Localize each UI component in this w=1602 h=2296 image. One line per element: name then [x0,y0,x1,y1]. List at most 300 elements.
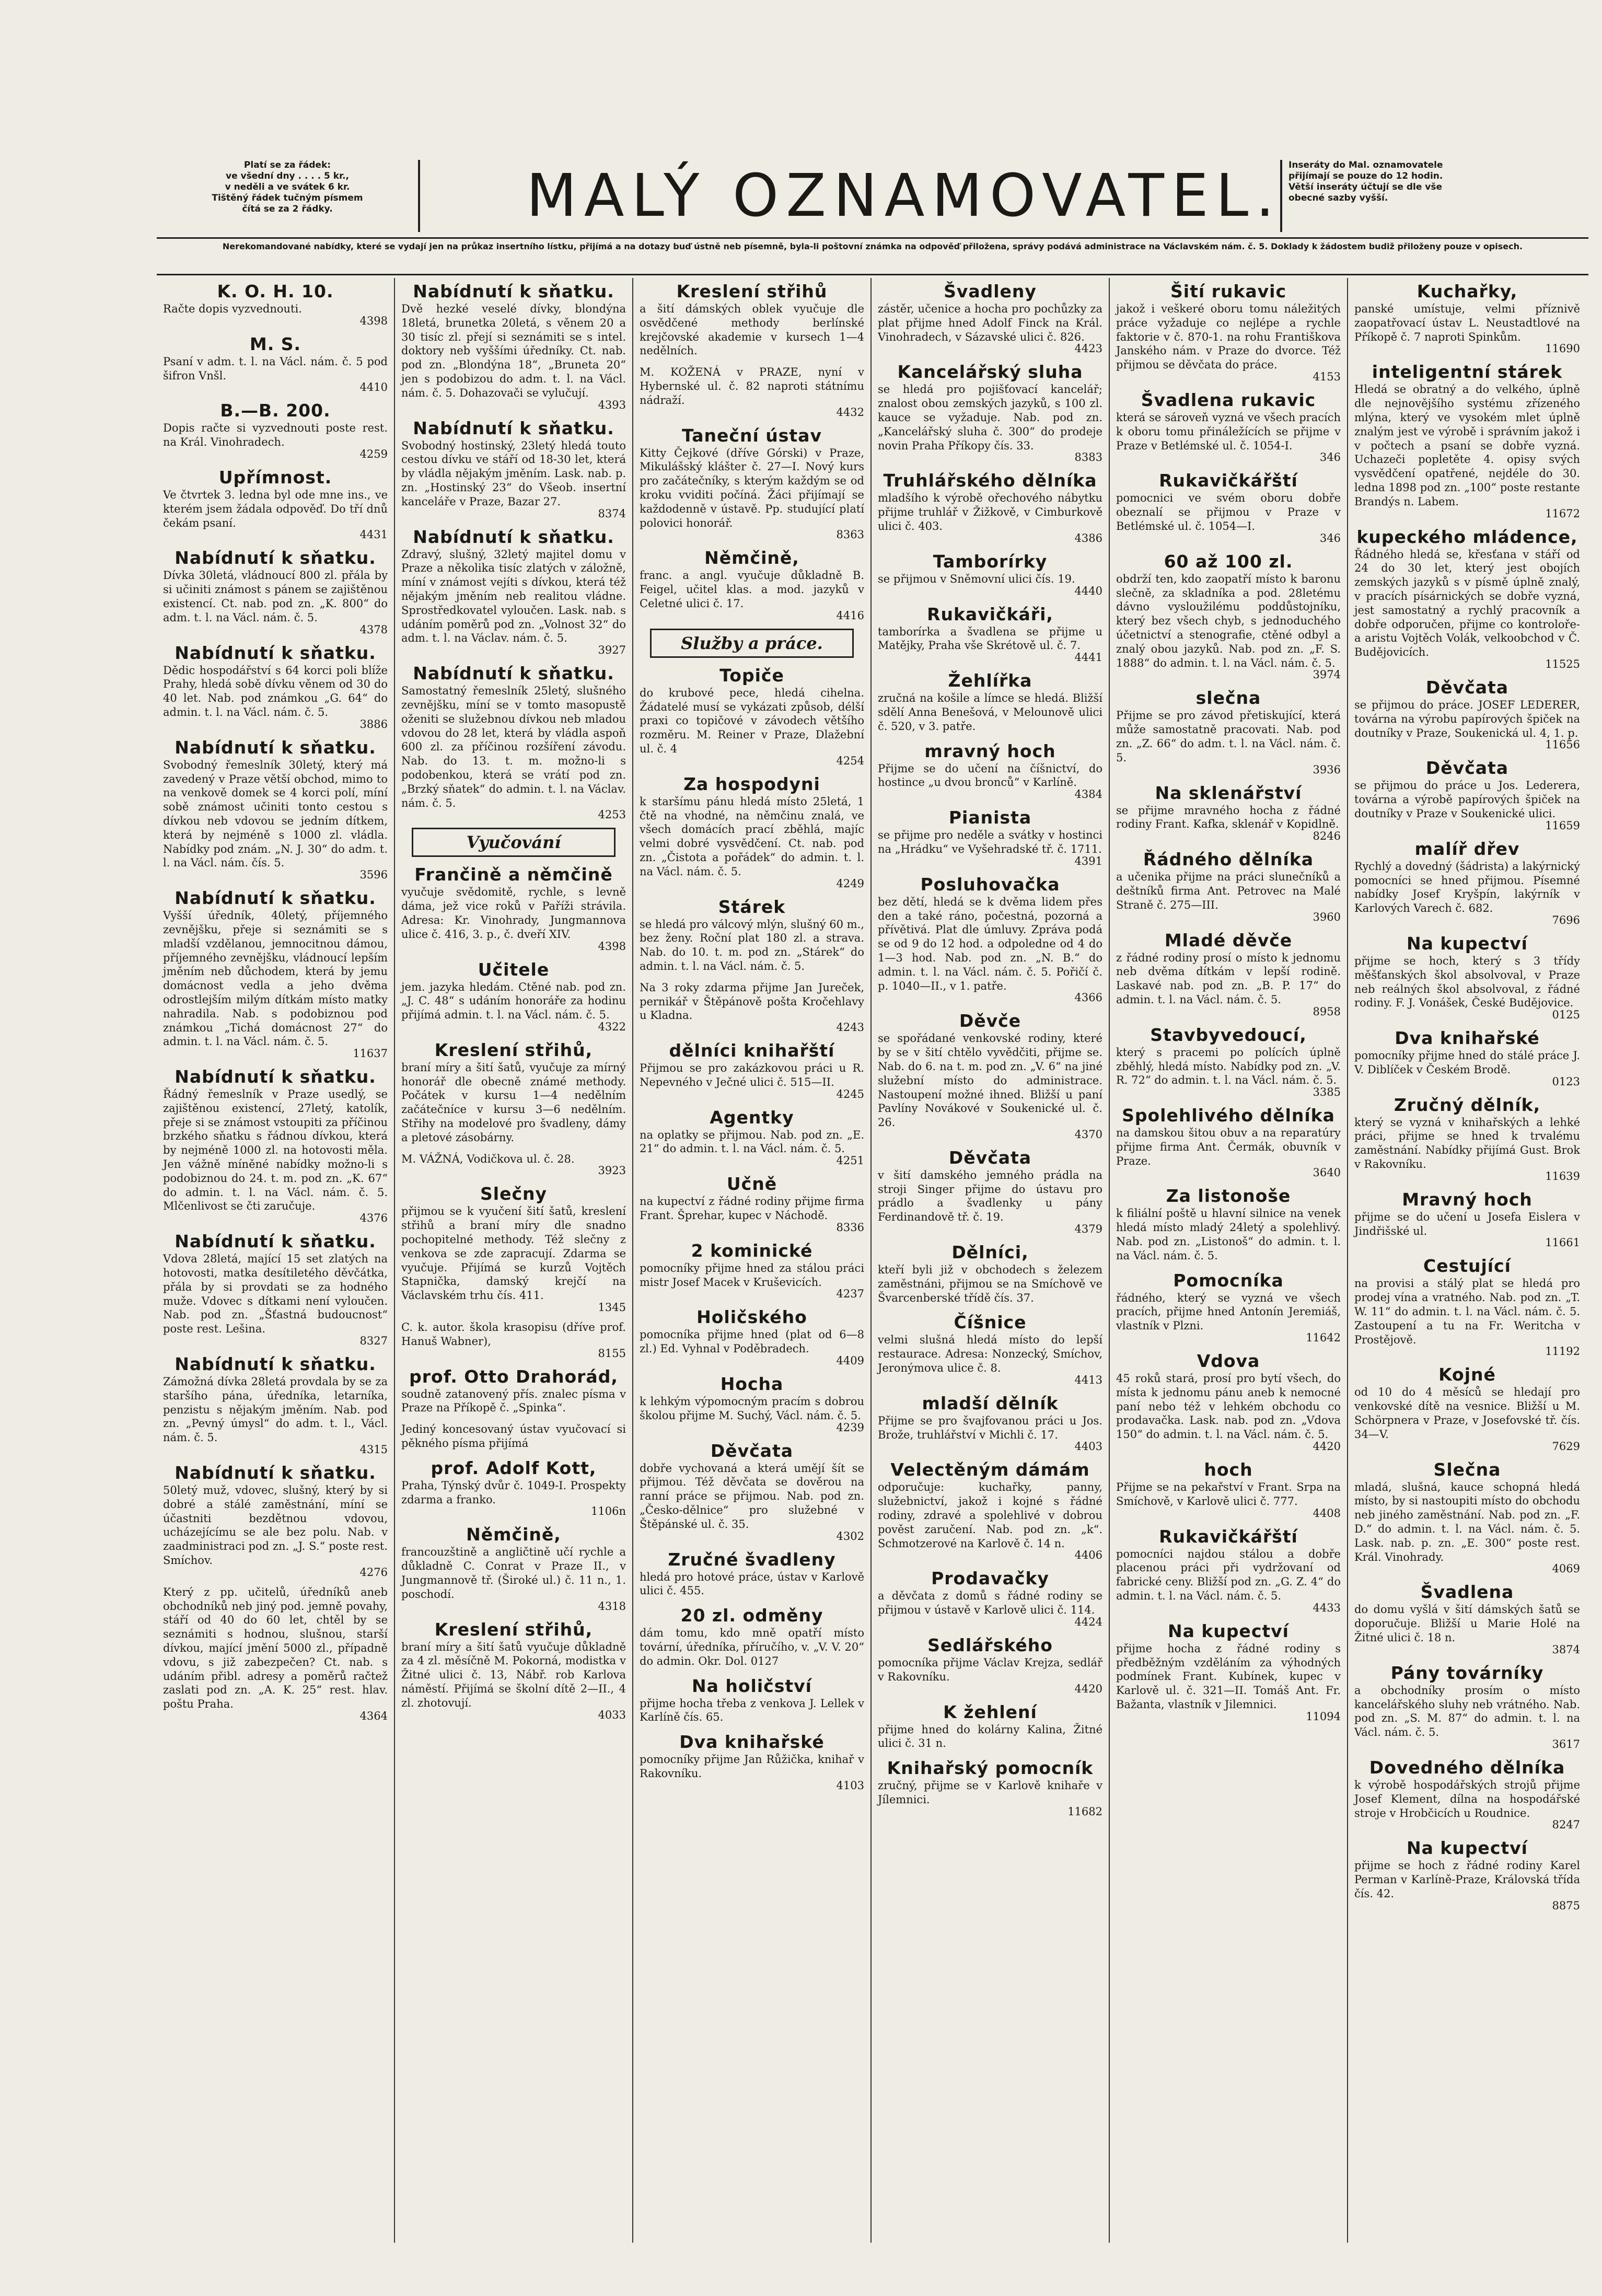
ad-text: na provisi a stálý plat se hledá pro prodej vína a vratného. Nab. pod zn. „T. W. 11“ do admin. t. l. na Václ. nám. č. 5. Zastoupení a tu na Fr. Weritcha v Prostějově. [1354,1277,1580,1346]
classified-ad [401,1458,626,1517]
ad-text: Rychlý a dovedný (šádrista) a lakýrnický pomocníci se hned přijmou. Písemné nabídky Josef Kryšpín, lakýrník v Karlových Varech č. 682. [1354,860,1580,915]
classified-ad [1116,688,1341,775]
ad-number: 4366 [1074,991,1102,1004]
ad-text: se přijmou v Sněmovní ulici čís. 19. [878,572,1075,585]
ad-text: velmi slušná hledá místo do lepší restaurace. Adresa: Nonzecký, Smíchov, Jeronýmova ulice č. 8. [878,1333,1102,1375]
ad-number: 3385 [1313,1086,1341,1099]
ad-number: 4243 [836,1021,864,1034]
ad-text: zástěr, učenice a hocha pro pochůzky za plat přijme hned Adolf Finck na Král. Vinohradech, v Sázavské ulici č. 826. [878,303,1102,343]
ad-heading: Agentky [710,1107,794,1128]
classified-ad [1354,1757,1580,1830]
ad-number: 4440 [1074,584,1102,597]
ad-heading: Nabídnutí k sňatku. [175,642,376,663]
ad-heading: kupeckého mládence, [1356,526,1578,547]
ad-number: 4276 [359,1566,388,1579]
ad-number: 4420 [1313,1440,1341,1453]
ad-heading: Velectěným dámám [890,1459,1090,1480]
ad-text: panské umístuje, velmi příznivě zaopatřovací ústav L. Neustadtlové na Příkopě č. 7 naproti Spinkům. [1354,303,1580,343]
ad-text: k filiální poště u hlavní silnice na venek hledá místo mladý 24letý a spolehlivý. Nab. pod zn. „Listonoš“ do admin. t. l. na Václ. nám. č. 5. [1116,1207,1341,1262]
ad-text: na kupectví z řádné rodiny přijme firma Frant. Šprehar, kupec v Náchodě. [640,1195,864,1222]
classified-ad [1354,677,1580,750]
ad-text: pomocníka přijme Václav Krejza, sedlář v Rakovníku. [878,1656,1102,1683]
classified-ad [640,548,864,621]
ad-number: 8246 [1313,830,1341,843]
ad-text: bez dětí, hledá se k dvěma lidem přes den a také ráno, počestná, pozorná a přívětivá. Plat dle úmluvy. Zpráva podá se od 9 do 12 hod. a odpoledne od 4 do 1—3 hod. Nab. pod zn. „N. B.“ do admin. t. l. na Václ. nám. č. 5. Pořičí č. p. 1040—II., v 1. patře. [878,895,1102,992]
rate-line: v neděli a ve svátek 6 kr. [225,182,350,192]
classified-ad [1354,1256,1580,1357]
deadline-line: Inseráty do Mal. oznamovatele [1288,160,1443,170]
deadline-box [1280,160,1588,232]
ad-heading: Dva knihařské [1395,1028,1540,1049]
ad-heading: Za hospodyni [683,773,820,794]
classified-ad [878,741,1102,801]
ad-heading: Nabídnutí k sňatku. [413,526,614,547]
ad-text: pomocnici ve svém oboru dobře obeznalí se přijmou v Praze v Betlémské ul. č. 1054—I. [1116,492,1341,532]
classified-ad [640,1307,864,1366]
ad-text: Zámožná dívka 28letá provdala by se za staršího pána, úředníka, letarníka, penzistu s nějakým jměním. Nab. pod zn. „Pevný úmysl“ do adm. t. l., Václ. nám. č. 5. [163,1375,388,1444]
ad-text: Přijme se na pekařství v Frant. Srpa na Smíchově, v Karlově ulici č. 777. [1116,1481,1341,1508]
ad-heading: Žehlířka [948,670,1032,691]
ad-text: k lehkým výpomocným pracím s dobrou školou přijme M. Suchý, Václ. nám. č. 5. [640,1395,864,1422]
ad-number: 4398 [359,314,388,327]
classified-ad [878,807,1102,867]
classified-ad [640,1441,864,1542]
column-2 [395,278,633,2243]
ad-number: 11656 [1545,738,1580,751]
ad-heading: Na sklenářství [1155,782,1302,803]
classified-ad [163,281,388,327]
classified-ad [1116,849,1341,922]
ad-heading: inteligentní stárek [1372,362,1563,382]
ad-text: hledá pro hotové práce, ústav v Karlově ulici č. 455. [640,1570,864,1597]
classified-ad [878,1635,1102,1695]
ad-heading: Na holičství [692,1675,812,1696]
classified-ad [878,1702,1102,1751]
classified-ad [163,1463,388,1578]
ad-text: a učenika přijme na práci slunečníků a deštníků firma Ant. Petrovec na Malé Straně č. 275—III. [1116,871,1341,911]
classified-ad [878,551,1102,597]
classified-ad [163,548,388,635]
classified-ad [401,1524,626,1611]
ad-number: 11659 [1545,819,1580,832]
ad-number: 3640 [1313,1166,1341,1179]
ad-heading: malíř dřev [1414,838,1520,859]
ad-text: a obchodníky prosím o místo kancelářského sluhy neb vrátného. Nab. pod zn. „S. M. 87“ do admin. t. l. na Václ. nám. č. 5. [1354,1684,1580,1739]
ad-text: Vyšší úředník, 40letý, příjemného zevnějšku, přeje si seznámiti se s mladší vzdělanou, jemnocitnou dámou, příjemného zevnějšku, vládnoucí lepším jměním neb důchodem, která by jemu domácnost vedla a jeho dvěma odrostlejším milým dítkám místo matky nahradila. Nab. s podobiznou pod známkou „Tichá domácnost 27“ do admin. t. l. na Václ. nám. č. 5. [163,909,388,1048]
ad-text: z řádné rodiny prosí o místo k jednomu neb dvěma dítkám v lepší rodině. Laskavé nab. pod zn. „B. P. 17“ do admin. t. l. na Václ. nám. č. 5. [1116,951,1341,1006]
ad-number: 4420 [1074,1682,1102,1695]
classified-ad [640,665,864,767]
ad-heading: Spolehlivého dělníka [1122,1105,1335,1126]
ad-number: 11672 [1545,507,1580,520]
ad-text: se přijme mravného hocha z řádné rodiny Frant. Kafka, sklenář v Kopidlně. [1116,804,1341,831]
ad-number: 4413 [1074,1373,1102,1386]
ad-heading: prof. Otto Drahorád, [409,1366,618,1387]
ad-number: 8374 [598,507,626,520]
ad-number: 1106n [591,1505,626,1518]
classified-ad [401,1320,626,1359]
ad-heading: Kojné [1438,1364,1496,1385]
ad-heading: Nabídnutí k sňatku. [413,663,614,684]
classified-ad [163,1585,388,1722]
ad-text: Samostatný řemeslník 25letý, slušného zevnějšku, míní se v tomto masopustě oženiti se služebnou dívkou neb mladou vdovou do 28 let, která by vládla aspoň 600 zl. za příčinou rozšíření závodu. Nab. do 13. t. m. možno-li s podobenkou, která se vrátí pod zn. „Brzký sňatek“ do admin. t. l. na Václav. nám. č. 5. [401,685,626,809]
ad-text: Dopis račte si vyzvednouti poste rest. na Král. Vinohradech. [163,422,388,449]
ad-number: 3596 [359,868,388,882]
classified-ad [401,1040,626,1145]
ad-heading: Děvčata [710,1440,794,1461]
classified-ad [1354,1189,1580,1249]
ad-text: dobře vychovaná a která umějí šít se přijmou. Též děvčata se dověrou na ranní práce se přijmou. Nab. pod zn. „Česko-dělnice“ pro služebné v Štěpánské ul. č. 35. [640,1462,864,1530]
ad-heading: Nabídnutí k sňatku. [413,281,614,302]
ad-number: 4322 [598,1020,626,1033]
ad-number: 11639 [1545,1169,1580,1182]
ad-text: přijme hned do kolárny Kalina, Žitné ulici č. 31 n. [878,1723,1102,1750]
ad-heading: hoch [1204,1459,1253,1480]
ad-heading: Děvče [959,1011,1021,1031]
ad-heading: Na kupectví [1168,1620,1289,1641]
classified-ad [1354,1663,1580,1750]
ad-heading: slečna [1195,688,1261,709]
notice-line: Nerekomandované nabídky, které se vydají jen na průkaz insertního lístku, přijímá a na dotazy buď ústně neb písemně, byla-li poštovní známka na odpověď přiložena, správy podává administrace na Václavském nám. č. 5. Doklady k žádostem budiž přiloženy pouze v opisech. [157,240,1588,275]
ad-number: 11525 [1545,657,1580,670]
column-5 [1110,278,1348,2243]
ad-heading: Hocha [720,1374,784,1395]
ad-heading: Číšnice [954,1312,1027,1333]
classified-columns [157,278,1588,2243]
ad-number: 4033 [598,1708,626,1721]
ad-heading: Vdova [1197,1351,1260,1372]
ad-text: C. k. autor. škola krasopisu (dříve prof. Hanuš Wabner), [401,1321,626,1348]
ad-number: 4403 [1074,1440,1102,1453]
classified-ad [1116,1105,1341,1178]
ad-text: Přijme se pro závod přetiskující, která může samostatně pracovati. Nab. pod zn. „Z. 66“ do adm. t. l. na Václ. nám. č. 5. [1116,709,1341,764]
ad-text: 45 roků stará, prosí pro bytí všech, do místa k jednomu pánu aneb k nemocné paní nebo též v lehkém obchodu co prodavačka. Lask. nab. pod zn. „Vdova 150“ do admin. t. l. na Václ. nám. č. 5. [1116,1372,1341,1441]
ad-number: 4406 [1074,1549,1102,1562]
ad-text: Dědic hospodářství s 64 korci poli blíže Prahy, hledá sobě dívku věnem od 30 do 40 let. Nab. pod známkou „G. 64“ do admin. t. l. na Václ. nám. č. 5. [163,664,388,718]
ad-heading: Děvčata [948,1147,1032,1168]
ad-text: Ve čtvrtek 3. ledna byl ode mne ins., ve kterém jsem žádala odpověď. Do tří dnů čekám psaní. [163,488,388,529]
classified-ad [163,1231,388,1347]
classified-ad [640,981,864,1033]
ad-number: 4253 [598,808,626,821]
ad-heading: prof. Adolf Kott, [431,1457,597,1478]
ad-heading: Slečna [1433,1459,1501,1480]
ad-number: 4364 [359,1709,388,1722]
ad-number: 4315 [359,1443,388,1456]
ad-text: Kitty Čejkové (dříve Górski) v Praze, Mikulášský klášter č. 27—I. Nový kurs pro začátečníky, s kterým každým se od kroku vviditi počíná. Žáci přijímají se každodenně v ústavě. Pp. studující platí polovici honorář. [640,446,864,529]
ad-text: tamborírka a švadlena se přijme u Matějky, Praha vše Skrétově ul. č. 7. [878,625,1102,652]
ad-text: obdrží ten, kdo zaopatří místo k baronu slečně, za skladníka a pod. 28letému dávno vysloužilému poddůstojníku, který bez všech chyb, s jednoduchého účetnictví a stenografie, ctěné odbyl a znalý obou jazyků. Nab. pod zn. „F. S. 1888“ do admin. t. l. na Václ. nám. č. 5. [1116,572,1341,669]
ad-number: 4245 [836,1087,864,1100]
ad-heading: Dva knihařské [679,1732,825,1753]
rate-line: čítá se za 2 řádky. [242,204,333,214]
ad-number: 8383 [1074,451,1102,464]
ad-heading: Prodavačky [931,1568,1049,1589]
ad-text: zručná na košile a límce se hledá. Bližší sdělí Anna Benešová, v Melounově ulici č. 520, v 3. patře. [878,692,1102,733]
ad-text: Přijmou se pro zakázkovou práci u R. Nepevného v Ječné ulici č. 515—II. [640,1062,864,1088]
ad-number: 8155 [598,1347,626,1360]
ad-text: 50letý muž, vdovec, slušný, který by si dobré a stálé zaměstnání, míní se účastniti bezdětnou vdovou, ucházejícímu se ale bez polu. Nab. v zaadministraci pod zn. „J. S.“ poste rest. Smíchov. [163,1484,388,1567]
ad-number: 4431 [359,528,388,541]
classified-ad [878,670,1102,733]
section-heading: Vyučování [412,828,616,857]
classified-ad [1116,551,1341,681]
ad-text: který s pracemi po polících úplně zběhlý, hledá místo. Nabídky pod zn. „V. R. 72“ do admin. t. l. na Václ. nám. č. 5. [1116,1046,1341,1087]
column-4 [872,278,1110,2243]
ad-number: 0125 [1552,1008,1580,1022]
ad-text: vyučuje svědomitě, rychle, s levně dáma, jež vice roků v Paříži strávila. Adresa: Kr. Vinohrady, Jungmannova ulice č. 416, 3. p., č. dveří XIV. [401,886,626,941]
classified-ad [1354,1838,1580,1911]
section-heading: Služby a práce. [650,629,854,658]
ad-text: přijme se do učení u Josefa Eislera v Jindřišské ul. [1354,1210,1580,1237]
classified-ad [878,1312,1102,1385]
ad-heading: Švadlena rukavic [1141,389,1316,410]
ad-text: Svobodný hostinský, 23letý hledá touto cestou dívku ve stáří od 18-30 let, která by vládla nějakým jměním. Lask. nab. p. zn. „Hostinský 23“ do Všeob. insertní kanceláře v Praze, Bazar 27. [401,439,626,508]
ad-heading: Děvčata [1425,758,1509,779]
ad-number: 4409 [836,1354,864,1367]
classified-ad [1116,783,1341,842]
ad-text: se přijmou do práce. JOSEF LEDERER, továrna na výrobu papírových špiček na doutníky v Praze, Soukenická ul. 4, 1. p. [1354,698,1580,739]
ad-heading: Dovedného dělníka [1369,1757,1565,1778]
classified-ad [163,1354,388,1455]
ad-text: Přijme se pro švajfovanou práci u Jos. Brože, truhlářství v Michli č. 17. [878,1414,1102,1441]
deadline-line: obecné sazby vyšší. [1288,193,1388,203]
classified-ad [640,897,864,973]
ad-text: Na 3 roky zdarma přijme Jan Jureček, pernikář v Štěpánově pošta Kročehlavy u Kladna. [640,981,864,1022]
classified-ad [401,1184,626,1313]
ad-text: Vdova 28letá, mající 15 set zlatých na hotovosti, matka desítiletého děvčátka, přála by si provdati se za hodného muže. Vdovec s dítkami není vyloučen. Nab. pod zn. „Šťastná budoucnost“ poste rest. Lešina. [163,1253,388,1336]
classified-ad [163,334,388,393]
header-rule [157,237,1588,239]
ad-heading: Kuchařky, [1417,281,1518,302]
ad-text: Praha, Týnský dvůr č. 1049-I. Prospekty zdarma a franko. [401,1479,626,1506]
classified-ad [640,774,864,889]
ad-number: 4408 [1313,1506,1341,1520]
ad-heading: Rukavičkářští [1159,1526,1298,1547]
ad-number: 4239 [836,1421,864,1434]
ad-text: Hledá se obratný a do velkého, úplně dle nejnovějšího systému zřízeného mlýna, který ve vysokém mlet úplně znalým jest ve výrobě i správním jakož i v počtech a psaní se dobře vyzná. Uchazeči popletěte 4. opisy svých vysvědčení opatřené, nejdéle do 30. ledna 1898 pod zn. „100“ poste restante Brandýs n. Labem. [1354,383,1580,508]
classified-ad [163,467,388,540]
ad-number: 4398 [598,940,626,953]
ad-number: 4259 [359,447,388,460]
ad-heading: Posluhovačka [920,874,1060,895]
ad-text: přijme hocha z řádné rodiny s předběžným vzděláním za výhodných podmínek Frant. Kubínek, kupec v Karlově ul. č. 321—II. Tomáš Ant. Fr. Bažanta, vlastník v Jilemnici. [1116,1642,1341,1711]
ad-text: jem. jazyka hledám. Ctěné nab. pod zn. „J. C. 48“ s udáním honoráře za hodinu přijímá admin. t. l. na Václ. nám. č. 5. [401,980,626,1022]
classified-ad [878,874,1102,1004]
ad-text: pomocníky přijme hned za stálou práci mistr Josef Macek v Kruševicích. [640,1261,864,1289]
ad-text: odporučuje: kuchařky, panny, služebnictví, jakož i kojné s řádné rodiny, zdravé a spolehlivé v dobrou pověst zaručení. Nab. pod zn. „k“. Schmotzerové na Karlově č. 14 n. [878,1481,1102,1550]
ad-number: 11192 [1545,1345,1580,1358]
ad-text: Svobodný řemeslník 30letý, který má zavedený v Praze větší obchod, mimo to na venkově domek se 4 korci polí, míní sobě známost učiniti tonto cestou s dívkou neb vdovou se jedním dítkem, která by nejméně s 1000 zl. vládla. Nabídky pod znám. „N. J. 30“ do adm. t. l. na Václ. nám. čís. 5. [163,758,388,869]
ad-number: 8247 [1552,1818,1580,1831]
classified-ad [401,1366,626,1416]
classified-ad [878,362,1102,463]
ad-heading: Nabídnutí k sňatku. [175,1463,376,1483]
classified-ad [1116,1270,1341,1343]
ad-text: franc. a angl. vyučuje důkladně B. Feigel, učitel klas. a mod. jazyků v Celetné ulici č. 17. [640,569,864,610]
ad-number: 4254 [836,754,864,767]
ad-text: a děvčata z domů s řádné rodiny se přijmou v ústavě v Karlově ulici č. 114. [878,1590,1102,1617]
classified-ad [401,281,626,411]
ad-text: Dvě hezké veselé dívky, blondýna 18letá, brunetka 20letá, s věnem 20 a 30 tisíc zl. přejí si seznámiti se s intel. doktory neb vyššími úředníky. Ct. nab. pod zn. „Blondýna 18“, „Bruneta 20“ jen s podobizou do adm. t. l. na Václ. nám. č. 5. Dohazovači se vylučují. [401,303,626,399]
ad-text: se spořádané venkovské rodiny, které by se v šití chtělo vyvědčiti, přijme se. Nab. do 6. na t. m. pod zn. „V. 6“ na jiné služební místo do administrace. Nastoupení možné ihned. Bližší u paní Pavlíny Novákové v Soukenické ul. č. 26. [878,1032,1102,1129]
classified-ad [640,1732,864,1791]
ad-heading: Švadlena [1420,1582,1514,1603]
ad-number: 4069 [1552,1562,1580,1575]
ad-number: 4379 [1074,1223,1102,1236]
ad-text: Račte dopis vyzvednouti. [163,303,302,315]
ad-number: 11661 [1545,1236,1580,1249]
classified-ad [1354,1459,1580,1575]
ad-text: braní míry a šití šatů, vyučuje za mírný honorář dle obecně známé methody. Počátek v kursu 1—4 nedělním začátečníce v kursu 3—6 nedělním. Střihy na modelové pro švadleny, dámy a pletové zásobárny. [401,1061,626,1144]
classified-ad [163,737,388,880]
ad-heading: Pianista [948,807,1032,828]
ad-number: 4370 [1074,1128,1102,1141]
ad-heading: Němčině, [466,1524,561,1545]
ad-heading: Upřímnost. [218,467,332,488]
ad-number: 3923 [598,1164,626,1177]
ad-text: od 10 do 4 měsíců se hledají pro venkovské dítě na vesnice. Bližší u M. Schörpnera v Praze, v Josefovské tř. čís. 34—V. [1354,1386,1580,1441]
classified-ad [163,400,388,460]
ad-heading: Zručné švadleny [668,1549,836,1570]
ad-text: se přijmou do práce u Jos. Lederera, továrna a výrobě papírových špiček na doutníky v Praze v Soukenické ulici. [1354,779,1580,820]
ad-number: 346 [1319,451,1341,464]
ad-heading: Sedlářského [927,1635,1053,1656]
ad-heading: Švadleny [944,281,1037,302]
ad-number: 4378 [359,623,388,636]
ad-number: 4424 [1074,1616,1102,1629]
ad-heading: Holičského [696,1307,807,1328]
ad-heading: Pány továrníky [1390,1662,1544,1683]
ad-heading: Za listonoše [1166,1186,1291,1207]
ad-number: 7629 [1552,1440,1580,1453]
ad-number: 3927 [598,644,626,657]
ad-number: 3974 [1313,668,1341,681]
classified-ad [163,888,388,1059]
ad-text: Jediný koncesovaný ústav vyučovací si pěkného písma přijímá [401,1423,626,1450]
ad-heading: Nabídnutí k sňatku. [175,737,376,758]
ad-number: 4416 [836,609,864,622]
page-title: MALÝ OZNAMOVATEL. [526,162,1282,230]
classified-ad [878,1568,1102,1628]
ad-number: 4441 [1074,651,1102,664]
masthead [157,157,1588,235]
rates-box [157,160,420,232]
ad-text: kteří byli již v obchodech s železem zaměstnáni, přijmou se na Smíchově ve Švarcenberské třídě čís. 37. [878,1263,1102,1304]
ad-text: mladá, slušná, kauce schopná hledá místo, by si nastoupiti místo do obchodu neb jiného zaměstnání. Nab. pod zn. „F. D.“ do admin. t. l. na Václ. nám. č. 5. Lask. nab. p. zn. „E. 300“ poste rest. Král. Vinohrady. [1354,1480,1580,1563]
classified-ad [1116,1351,1341,1452]
ad-text: soudně zatanovený přís. znalec písma v Praze na Příkopě č. „Spinka“. [401,1387,626,1414]
ad-heading: Řádného dělníka [1143,849,1314,870]
ad-text: francouzštině a angličtině učí rychle a důkladně C. Conrat v Praze II., v Jungmannově tř. (Široké ul.) č. 11 n., 1. poschodí. [401,1546,626,1601]
rate-line: ve všední dny . . . . 5 kr., [226,171,349,181]
ad-text: do krubové pece, hledá cihelna. Žádatelé musí se vykázati způsob, délší praxi co topičové v závodech většího rozměru. M. Reiner v Praze, Dlažební ul. č. 4 [640,686,864,755]
column-1 [157,278,395,2243]
classified-ad [401,418,626,519]
ad-number: 8958 [1313,1005,1341,1018]
ad-heading: Kancelářský sluha [897,362,1083,382]
ad-heading: Zručný dělník, [1394,1094,1541,1115]
ad-heading: M. S. [249,333,301,354]
classified-ad [1354,839,1580,926]
ad-heading: Nabídnutí k sňatku. [175,1066,376,1087]
classified-ad [1116,470,1341,543]
classified-ad [1354,1095,1580,1182]
ad-number: 1345 [598,1301,626,1314]
ad-heading: Učně [726,1174,777,1195]
ad-text: Zdravý, slušný, 32letý majitel domu v Praze a několika tisíc zlatých v záložně, míní v známost vejíti s dívkou, která též nějakým jměním neb realitou vládne. Sprostředkovatel vyloučen. Lask. nab. s udáním poměrů pod zn. „Volnost 32“ do adm. t. l. na Václav. nám. č. 5. [401,548,626,645]
classified-ad [401,959,626,1033]
ad-text: a šití dámských oblek vyučuje dle osvědčené methody berlínské krejčovské akademie v kursech 1—4 nedělních. [640,303,864,357]
ad-heading: Kreslení střihů, [434,1039,593,1060]
ad-heading: Na kupectví [1407,933,1528,954]
column-3 [633,278,872,2243]
ad-text: M. KOŽENÁ v PRAZE, nyní v Hybernské ul. č. 82 naproti státnímu nádraží. [640,366,864,407]
ad-text: pomocníky přijme hned do stálé práce J. V. Diblíček v Českém Brodě. [1354,1049,1580,1076]
ad-number: 4249 [836,877,864,890]
classified-ad [640,1040,864,1100]
classified-ad [1354,758,1580,831]
classified-ad [640,365,864,418]
ad-heading: Stavbyvedoucí, [1150,1024,1307,1045]
ad-heading: Knihařský pomocník [887,1758,1094,1779]
classified-ad [401,1422,626,1451]
ad-heading: Cestující [1423,1256,1511,1277]
ad-number: 4251 [836,1154,864,1167]
ad-heading: dělníci knihařští [669,1040,835,1061]
ad-number: 4376 [359,1212,388,1225]
ad-heading: Nabídnutí k sňatku. [175,1231,376,1252]
ad-number: 4410 [359,381,388,394]
ad-text: dám tomu, kdo mně opatří místo tovární, úředníka, příručího, v. „V. V. 20“ do admin. Okr. Dol. 0127 [640,1627,864,1667]
classified-ad [1354,933,1580,1021]
ad-text: mladšího k výrobě ořechového nábytku přijme truhlář v Žižkově, v Cimburkově ulici č. 403. [878,492,1102,532]
ad-number: 3960 [1313,910,1341,923]
ad-text: braní míry a šití šatů vyučuje důkladně za 4 zl. měsíčně M. Pokorná, modistka v Žitné ulici č. 13, Nábř. rob Karlova náměstí. Přijímá se školní dítě 2—II., 4 zl. zhotovují. [401,1640,626,1709]
deadline-line: Větší inseráty účtují se dle vše [1288,182,1443,192]
ad-number: 4393 [598,398,626,411]
classified-ad [401,1152,626,1177]
ad-text: se hledá pro válcový mlýn, slušný 60 m., bez ženy. Roční plat 180 zl. a strava. Nab. do 10. t. m. pod zn. „Stárek“ do admin. t. l. na Václ. nám. č. 5. [640,918,864,972]
ad-number: 11642 [1306,1331,1341,1344]
ad-heading: Truhlářského dělníka [883,470,1097,491]
classified-ad [401,663,626,820]
ad-text: Který z pp. učitelů, úředníků aneb obchodníků neb jiný pod. jemně povahy, stáří od 40 do 60 let, chtěl by se seznámiti s hodnou, slušnou, starší dívkou, mající jmění 5000 zl., případně vdovu, s již zabezpečen? Ct. nab. s udáním přibl. adresy a poměrů račtež zaslati pod zn. „A. K. 25“ rest. hlav. poštu Praha. [163,1585,388,1711]
classified-ad [1354,1028,1580,1087]
ad-number: 4302 [836,1529,864,1543]
ad-text: přijme se hoch z řádné rodiny Karel Perman v Karlíně-Praze, Královská třída čís. 42. [1354,1859,1580,1900]
ad-number: 11094 [1306,1710,1341,1723]
ad-heading: K žehlení [943,1701,1037,1722]
ad-number: 4103 [836,1779,864,1792]
ad-heading: Pomocníka [1173,1270,1284,1291]
ad-text: zručný, přijme se v Karlově knihaře v Jílemnici. [878,1779,1102,1806]
classified-ad [1116,930,1341,1017]
classified-ad [401,527,626,656]
ad-number: 11682 [1067,1805,1102,1818]
ad-number: 11690 [1545,342,1580,355]
ad-number: 4153 [1313,370,1341,383]
ad-number: 3886 [359,717,388,730]
column-6 [1348,278,1586,2243]
ad-heading: Tamborírky [933,551,1048,572]
ad-number: 4237 [836,1288,864,1301]
ad-heading: Nabídnutí k sňatku. [413,418,614,438]
classified-ad [640,1374,864,1433]
ad-number: 3617 [1552,1738,1580,1750]
ad-heading: 20 zl. odměny [680,1605,823,1626]
classified-ad [878,281,1102,354]
